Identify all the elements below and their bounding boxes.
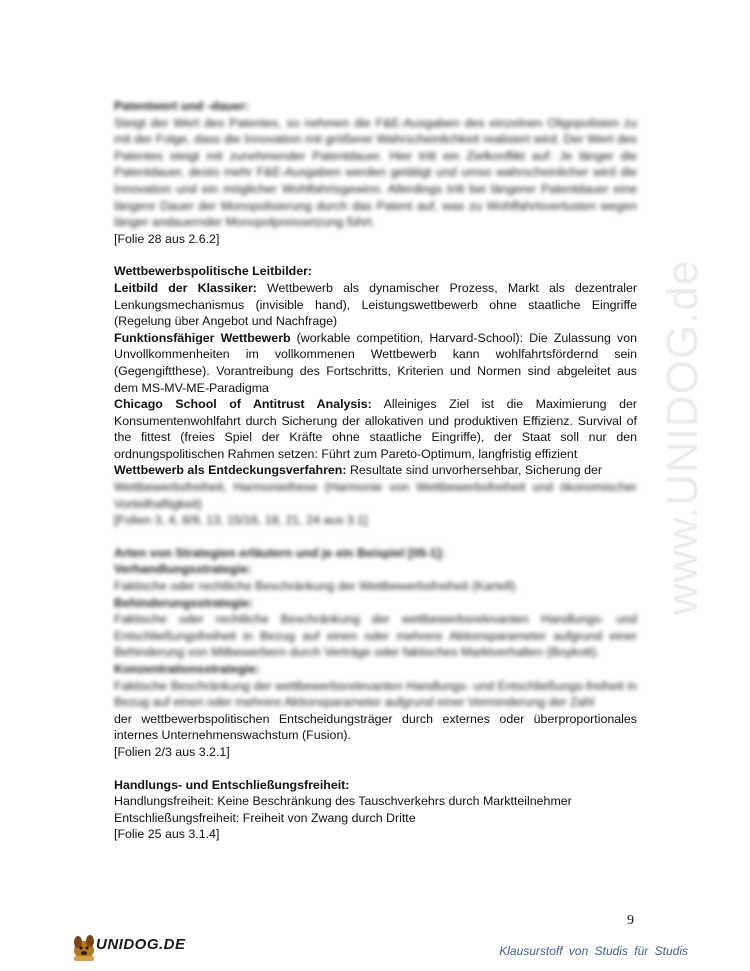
slide-reference: [Folie 28 aus 2.6.2] [114,231,220,246]
term: Chicago School of Antitrust Analysis: [114,397,372,412]
blurred-text [114,545,637,711]
term: Funktionsfähiger Wettbewerb [114,330,291,345]
paragraph: Entschließungsfreiheit: Freiheit von Zwang durch Dritte [114,810,416,825]
paragraph: Faktische oder rechtliche Beschränkung der wettbewerbsrelevanten Handlungs- und Entschließungsfreiheit in Bezug auf einen oder mehrere Aktionsparameter aufgrund einer Behinderung von Mitbewerbern durch Verträge oder faktisches Marktverhalten (Boykott). [114,612,637,660]
paragraph: Wettbewerbsfreiheit, Harmoniethese (Harmonie von Wettbewerbsfreiheit und ökonomischer Vorteilhaftigkeit) [114,480,637,511]
paragraph [114,462,637,479]
footer-tagline: Klausurstoff von Studis für Studis [499,944,688,958]
section-leitbilder [114,263,637,529]
blurred-text [114,479,637,529]
logo-text: UNIDOG.DE [96,936,186,953]
term: Wettbewerb als Entdeckungsverfahren: [114,463,347,478]
section-patent [114,98,637,231]
subheading: Behinderungsstrategie: [114,595,254,610]
page-number: 9 [627,913,634,928]
slide-reference: [Folie 25 aus 3.1.4] [114,827,220,842]
paragraph: Faktische Beschränkung der wettbewerbsrelevanten Handlungs- und Entschließungs-freiheit in Bezug auf einen oder mehrere Aktionsparameter aufgrund einer Verminderung der Zahl [114,678,637,710]
paragraph [114,280,637,330]
paragraph [114,396,637,462]
paragraph: Handlungsfreiheit: Keine Beschränkung des Tauschverkehrs durch Marktteilnehmer [114,794,572,809]
paragraph: Steigt der Wert des Patentes, so nehmen die F&E-Ausgaben des einzelnen Oligopolisten zu mit der Folge, dass die Innovation mit größerer Wahrscheinlichkeit realisiert wird. Der Wert des Patentes steigt mit zunehmender Patentdauer. Hier tritt ein Zielkonflikt auf: Je länger die Patentdauer, desto mehr F&E-Ausgaben werden getätigt und umso wahrscheinlicher wird die Innovation und ein möglicher Wohlfahrtsgewinn. Allerdings tritt bei längerer Patentdauer eine längere Dauer der Monopolisierung durch das Patent auf, was zu Wohlfahrtsverlusten wegen länger andauernder Monopolpreissetzung führt. [114,115,637,230]
subheading: Verhandlungsstrategie: [114,562,252,577]
section-strategien [114,545,637,761]
subheading: Konzentrationsstrategie: [114,662,260,676]
paragraph: der wettbewerbspolitischen Entscheidungsträger durch externes oder überproportionales internes Unternehmenswachstum (Fusion). [114,711,637,743]
section-heading: Arten von Strategien erläutern und je ein Beispiel [05-1]: [114,545,446,560]
paragraph [114,330,637,396]
section-heading: Wettbewerbspolitische Leitbilder: [114,264,313,279]
definition: Wettbewerb als dynamischer Prozess, Markt als dezentraler Lenkungsmechanismus (invisible hand), Leistungswettbewerb ohne staatliche Eingriffe (Regelung über Angebot und Nachfrage) [114,280,637,329]
paragraph: Faktische oder rechtliche Beschränkung der Wettbewerbsfreiheit (Kartell). [114,579,519,594]
definition: (workable competition, Harvard-School): Die Zulassung von Unvollkommenheiten im vollkommenen Wettbewerb kann wohlfahrtsfördernd sein (Gegengiftthese). Vorantreibung des Fortschritts, Kriterien und Normen sind abgeleitet aus dem MS-MV-ME-Paradigma [114,330,637,395]
watermark: www.UNIDOG.de [658,259,707,615]
term: Leitbild der Klassiker: [114,280,257,295]
section-heading: Patentwert und -dauer: [114,99,249,113]
section-heading: Handlungs- und Entschließungsfreiheit: [114,777,350,792]
page-content [114,98,637,843]
definition: Resultate sind unvorhersehbar, Sicherung der [346,463,603,478]
section-freiheit [114,777,637,843]
slide-reference: [Folien 3, 4, 8/9, 13, 15/16, 18, 21, 24 aus 3.1] [114,513,368,528]
definition: Alleiniges Ziel ist die Maximierung der Konsumentenwohlfahrt durch Sicherung der allokativen und produktiven Effizienz. Survival of the fittest (freies Spiel der Kräfte ohne staatliche Eingriffe), der Staat soll nur den ordnungspolitischen Rahmen setzen: Führt zum Pareto-Optimum, langfristig effizient [114,397,637,461]
slide-reference: [Folien 2/3 aus 3.2.1] [114,744,230,759]
